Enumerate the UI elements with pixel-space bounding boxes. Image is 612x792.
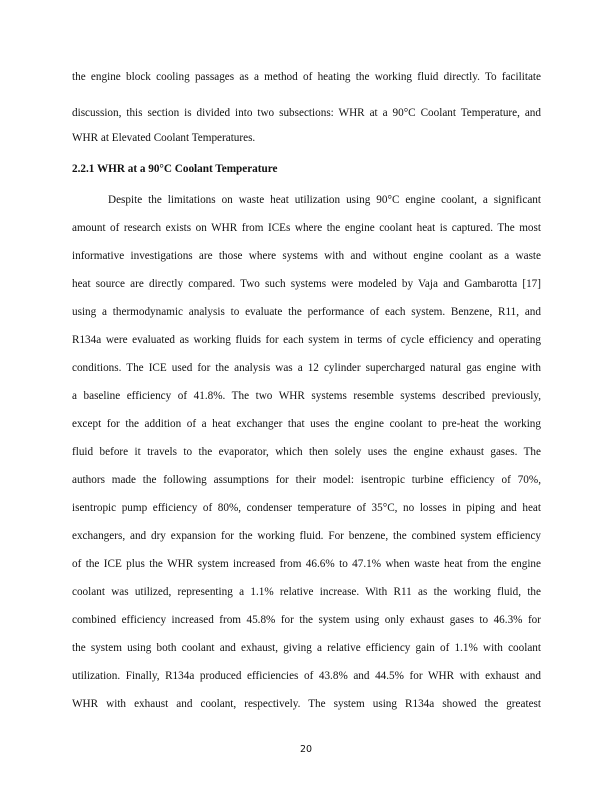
paragraph-line: a baseline efficiency of 41.8%. The two WHR systems resemble systems described previously, — [72, 390, 541, 402]
paragraph-line: conditions. The ICE used for the analysis was a 12 cylinder supercharged natural gas engine with — [72, 362, 541, 374]
paragraph-line: of the ICE plus the WHR system increased from 46.6% to 47.1% when waste heat from the engine — [72, 558, 541, 570]
paragraph-line: utilization. Finally, R134a produced efficiencies of 43.8% and 44.5% for WHR with exhaust and — [72, 670, 541, 682]
paragraph-line: exchangers, and dry expansion for the working fluid. For benzene, the combined system efficiency — [72, 530, 541, 542]
paragraph-line: Despite the limitations on waste heat utilization using 90°C engine coolant, a significant — [108, 194, 541, 206]
paragraph-line: R134a were evaluated as working fluids for each system in terms of cycle efficiency and operating — [72, 334, 541, 346]
section-heading: 2.2.1 WHR at a 90°C Coolant Temperature — [72, 163, 278, 175]
paragraph-line: coolant was utilized, representing a 1.1% relative increase. With R11 as the working fluid, the — [72, 586, 541, 598]
page-number: 20 — [299, 744, 313, 755]
body-line: the engine block cooling passages as a method of heating the working fluid directly. To facilitate — [72, 71, 541, 83]
paragraph-line: heat source are directly compared. Two such systems were modeled by Vaja and Gambarotta [17] — [72, 278, 541, 290]
paragraph-line: amount of research exists on WHR from ICEs where the engine coolant heat is captured. The most — [72, 222, 541, 234]
paragraph-line: informative investigations are those where systems with and without engine coolant as a waste — [72, 250, 541, 262]
paragraph-line: WHR with exhaust and coolant, respectively. The system using R134a showed the greatest — [72, 698, 541, 710]
paragraph-line: except for the addition of a heat exchanger that uses the engine coolant to pre-heat the working — [72, 418, 541, 430]
paragraph-line: the system using both coolant and exhaust, giving a relative efficiency gain of 1.1% with coolant — [72, 642, 541, 654]
body-line: discussion, this section is divided into two subsections: WHR at a 90°C Coolant Temperature, and — [72, 107, 541, 119]
paragraph-line: fluid before it travels to the evaporator, which then solely uses the engine exhaust gases. The — [72, 446, 541, 458]
paragraph-line: authors made the following assumptions for their model: isentropic turbine efficiency of 70%, — [72, 474, 541, 486]
paragraph-line: using a thermodynamic analysis to evaluate the performance of each system. Benzene, R11, and — [72, 306, 541, 318]
body-line: WHR at Elevated Coolant Temperatures. — [72, 132, 256, 144]
paragraph-line: isentropic pump efficiency of 80%, condenser temperature of 35°C, no losses in piping and heat — [72, 502, 541, 514]
paragraph-line: combined efficiency increased from 45.8% for the system using only exhaust gases to 46.3% for — [72, 614, 541, 626]
